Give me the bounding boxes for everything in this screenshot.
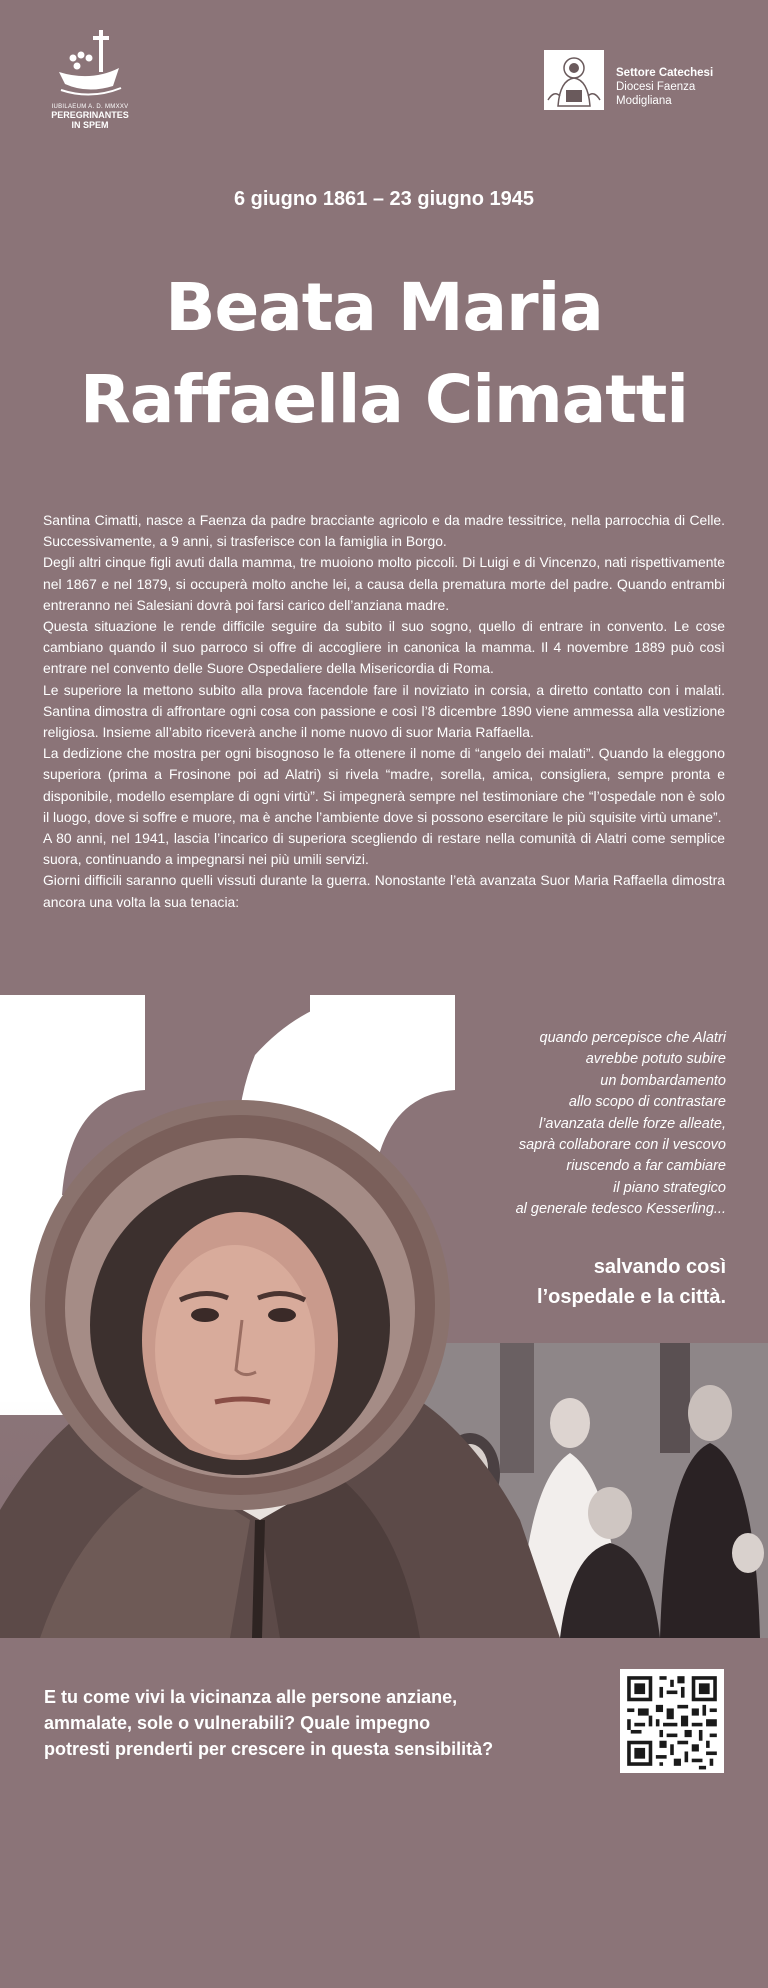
quote-climax-line-2: l’ospedale e la città. [537, 1286, 726, 1308]
page-title [0, 262, 768, 446]
question-line-2: ammalate, sole o vulnerabili? Quale impegno [44, 1713, 431, 1733]
bio-paragraph: Degli altri cinque figli avuti dalla mamma, tre muoiono molto piccoli. Di Luigi e di Vincenzo, nati rispettivamente nel 1867 e nel 1879, si occuperà molto anche lei, a causa della prematura morte del padre. Quando entrambi entreranno nei Salesiani dovrà poi farsi carico dell’anziana madre. [43, 554, 725, 613]
diocese-logo [544, 50, 754, 120]
biography-text [43, 510, 725, 913]
quote-line: al generale tedesco Kesserling... [515, 1201, 726, 1218]
quote-text [420, 1028, 726, 1221]
quote-line: avrebbe potuto subire [585, 1051, 726, 1068]
bio-paragraph: Santina Cimatti, nasce a Faenza da padre bracciante agricolo e da madre tessitrice, nella parrocchia di Celle. Successivamente, a 9 anni, si trasferisce con la famiglia in Borgo. [43, 512, 725, 550]
question-line-1: E tu come vivi la vicinanza alle persone anziane, [44, 1687, 458, 1707]
reflection-question [44, 1684, 604, 1762]
quote-line: un bombardamento [600, 1072, 726, 1089]
bio-paragraph: Giorni difficili saranno quelli vissuti durante la guerra. Nonostante l’età avanzata Suor Maria Raffaella dimostra ancora una volta la sua tenacia: [43, 872, 725, 910]
bio-paragraph: Questa situazione le rende difficile seguire da subito il suo sogno, quello di entrare in convento. Le cose cambiano quando il suo parroco si offre di accogliere in canonica la mamma. Il 4 novembre 1889 può così entrare nel convento delle Suore Ospedaliere della Misericordia di Roma. [43, 618, 725, 677]
jubilee-line-2: IN SPEM [71, 120, 109, 130]
diocese-line-1: Settore Catechesi [616, 67, 714, 79]
quote-line: il piano strategico [613, 1179, 726, 1196]
jubilee-caption: IUBILAEUM A. D. MMXXV [51, 104, 129, 110]
quote-line: l’avanzata delle forze alleate, [538, 1115, 726, 1132]
quote-line: saprà collaborare con il vescovo [518, 1137, 726, 1154]
qr-code-icon [620, 1669, 724, 1773]
quote-climax-line-1: salvando così [593, 1256, 726, 1278]
question-line-3: potresti prenderti per crescere in questa sensibilità? [44, 1739, 494, 1759]
jubilee-logo [40, 24, 140, 144]
title-line-2: Raffaella Cimatti [80, 361, 688, 438]
bio-paragraph: A 80 anni, nel 1941, lascia l’incarico di superiora scegliendo di restare nella comunità di Alatri come semplice suora, continuando a impegnarsi nei più umili servizi. [43, 830, 725, 868]
jubilee-line-1: PEREGRINANTES [51, 110, 129, 120]
bio-paragraph: Le superiore la mettono subito alla prova facendole fare il noviziato in corsia, a diretto contatto con i malati. Santina dimostra di affrontare ogni cosa con passione e così l’8 dicembre 1890 viene ammessa alla vestizione religiosa. Insieme all’abito riceverà anche il nome nuovo di suor Maria Raffaella. [43, 681, 725, 741]
quote-climax [420, 1252, 726, 1312]
life-dates: 6 giugno 1861 – 23 giugno 1945 [233, 188, 535, 210]
diocese-line-3: Modigliana [616, 95, 672, 107]
quote-line: allo scopo di contrastare [568, 1094, 726, 1111]
bio-paragraph: La dedizione che mostra per ogni bisognoso le fa ottenere il nome di “angelo dei malati”. Quando la eleggono superiora (prima a Frosinone poi ad Alatri) si rivela “madre, sorella, amica, consigliera, sempre pronta e disponibile, modello esemplare di ogni virtù”. Si impegnerà sempre nel testimoniare che “l’ospedale non è solo il luogo, dove si soffre e muore, ma è anche l’ambiente dove si possono esercitare le più squisite virtù umane”. [43, 745, 725, 825]
quote-line: riuscendo a far cambiare [566, 1158, 726, 1175]
diocese-line-2: Diocesi Faenza [616, 81, 696, 93]
qr-code[interactable] [620, 1669, 724, 1773]
quote-line: quando percepisce che Alatri [539, 1030, 726, 1046]
title-line-1: Beata Maria [165, 269, 603, 346]
diocese-emblem-icon [544, 50, 604, 110]
jubilee-boat-icon [51, 24, 129, 102]
